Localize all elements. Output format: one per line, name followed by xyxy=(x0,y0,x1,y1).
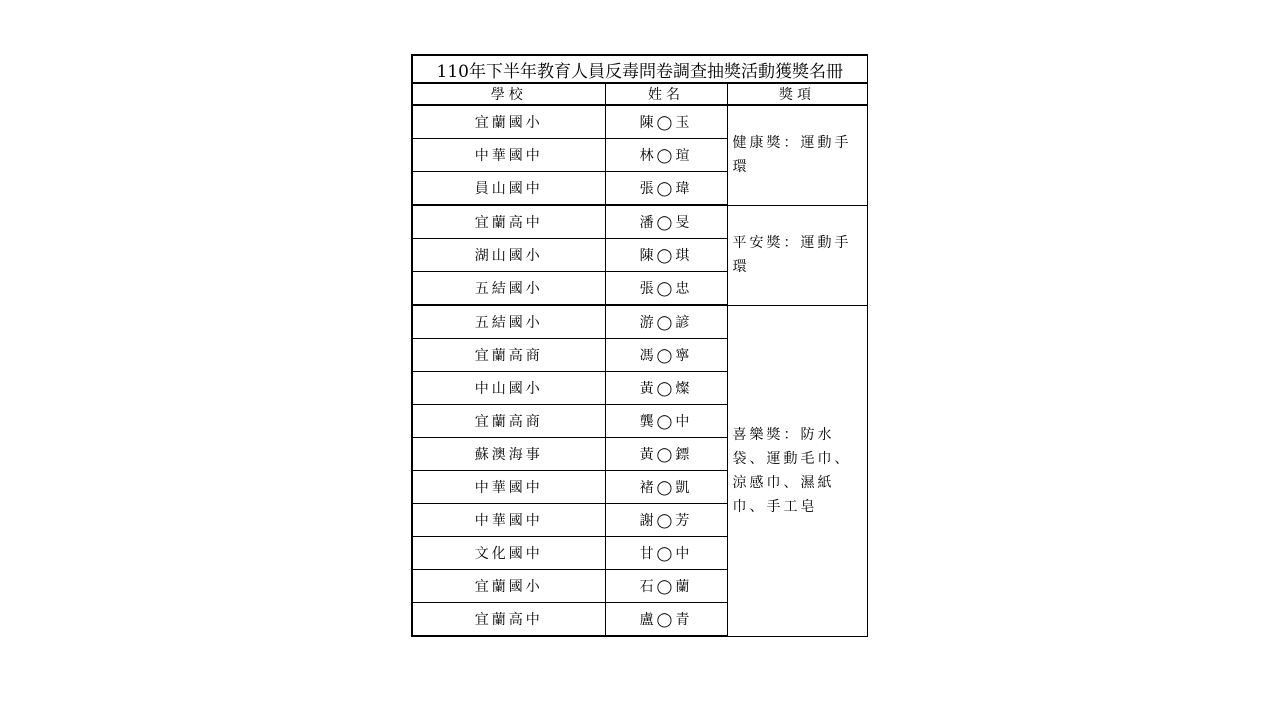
table-row xyxy=(412,305,867,339)
winner-name-cell: 張◯瑋 xyxy=(605,172,727,206)
school-cell: 員山國中 xyxy=(412,172,605,206)
school-cell: 宜蘭高中 xyxy=(412,205,605,239)
table-row xyxy=(412,205,867,239)
winner-name-cell: 石◯蘭 xyxy=(605,570,727,603)
winner-name-cell: 褚◯凱 xyxy=(605,471,727,504)
prize-cell: 平安獎：運動手環 xyxy=(727,205,867,305)
school-cell: 宜蘭高中 xyxy=(412,603,605,637)
winner-name-cell: 黃◯燦 xyxy=(605,372,727,405)
winner-name-cell: 游◯諺 xyxy=(605,305,727,339)
winner-name-cell: 林◯瑄 xyxy=(605,139,727,172)
header-name: 姓名 xyxy=(605,83,727,105)
table-title: 110年下半年教育人員反毒問卷調查抽獎活動獲獎名冊 xyxy=(412,55,867,83)
prize-cell: 喜樂獎：防水袋、運動毛巾、涼感巾、濕紙巾、手工皂 xyxy=(727,305,867,636)
title-row xyxy=(412,55,867,83)
prize-cell: 健康獎：運動手環 xyxy=(727,105,867,205)
winner-name-cell: 馮◯寧 xyxy=(605,339,727,372)
school-cell: 宜蘭高商 xyxy=(412,405,605,438)
school-cell: 宜蘭高商 xyxy=(412,339,605,372)
winner-name-cell: 黃◯鏢 xyxy=(605,438,727,471)
school-cell: 中華國中 xyxy=(412,504,605,537)
school-cell: 中山國小 xyxy=(412,372,605,405)
winner-name-cell: 潘◯旻 xyxy=(605,205,727,239)
winner-name-cell: 甘◯中 xyxy=(605,537,727,570)
school-cell: 中華國中 xyxy=(412,471,605,504)
winner-name-cell: 謝◯芳 xyxy=(605,504,727,537)
winners-table xyxy=(411,54,868,637)
school-cell: 五結國小 xyxy=(412,305,605,339)
school-cell: 宜蘭國小 xyxy=(412,570,605,603)
header-school: 學校 xyxy=(412,83,605,105)
school-cell: 湖山國小 xyxy=(412,239,605,272)
school-cell: 宜蘭國小 xyxy=(412,105,605,139)
winner-name-cell: 張◯忠 xyxy=(605,272,727,306)
school-cell: 蘇澳海事 xyxy=(412,438,605,471)
school-cell: 文化國中 xyxy=(412,537,605,570)
winners-body xyxy=(412,105,867,636)
winner-name-cell: 陳◯琪 xyxy=(605,239,727,272)
school-cell: 中華國中 xyxy=(412,139,605,172)
table-row xyxy=(412,105,867,139)
header-prize: 獎項 xyxy=(727,83,867,105)
header-row xyxy=(412,83,867,105)
school-cell: 五結國小 xyxy=(412,272,605,306)
winner-name-cell: 盧◯青 xyxy=(605,603,727,637)
winner-name-cell: 陳◯玉 xyxy=(605,105,727,139)
winner-name-cell: 龔◯中 xyxy=(605,405,727,438)
